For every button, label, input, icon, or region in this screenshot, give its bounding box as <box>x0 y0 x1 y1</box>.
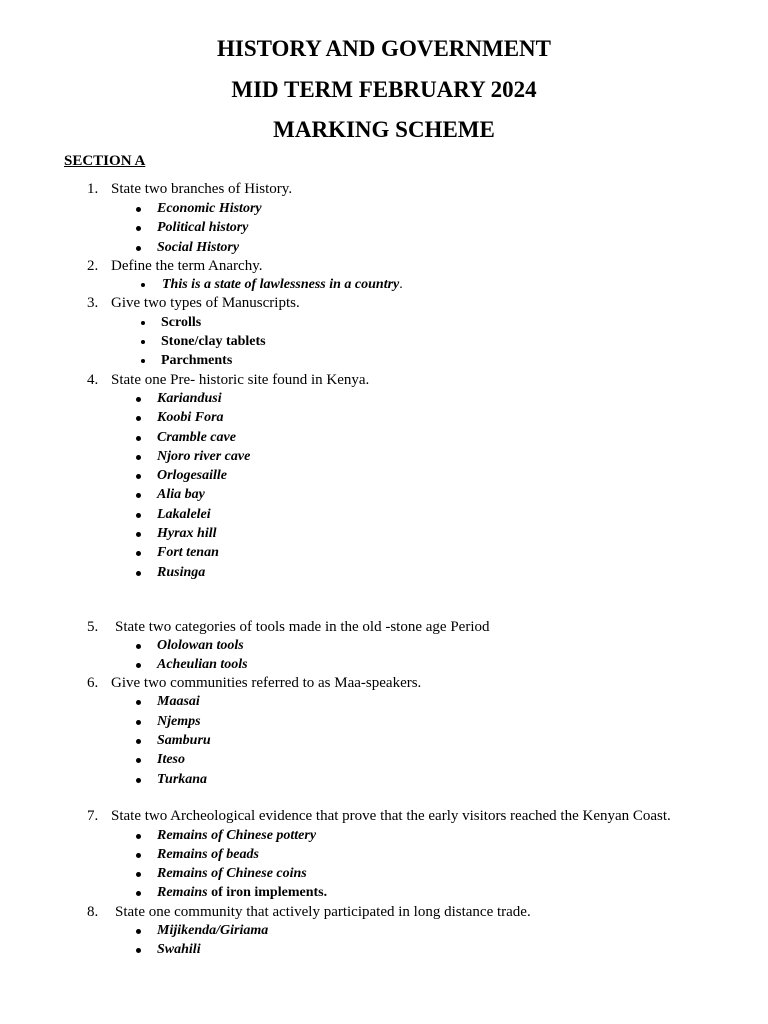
bullet-icon <box>136 948 141 953</box>
bullet-icon <box>136 929 141 934</box>
bullet-icon <box>136 416 141 421</box>
answer-item: Maasai <box>157 694 200 709</box>
bullet-icon <box>136 891 141 896</box>
question-number: 8. <box>87 904 99 920</box>
bullet-icon <box>136 474 141 479</box>
answer-item: Social History <box>157 240 240 255</box>
answer-item: Remains of Chinese pottery <box>157 828 317 843</box>
answer-item: Fort tenan <box>157 545 219 560</box>
bullet-icon <box>136 853 141 858</box>
answer-item: Acheulian tools <box>157 657 248 672</box>
bullet-icon <box>136 513 141 518</box>
bullet-icon <box>136 532 141 537</box>
bullet-icon <box>141 359 145 363</box>
bullet-icon <box>136 644 141 649</box>
bullet-icon <box>136 493 141 498</box>
bullet-icon <box>136 246 141 251</box>
answer-item: Kariandusi <box>157 391 222 406</box>
question-number: 6. <box>87 675 99 691</box>
bullet-icon <box>136 226 141 231</box>
question-text: Give two communities referred to as Maa-speakers. <box>111 675 422 691</box>
answer-item: Cramble cave <box>157 430 236 445</box>
answer-item: Njoro river cave <box>157 449 251 464</box>
question-text: State one Pre- historic site found in Kenya. <box>111 372 370 388</box>
bullet-icon <box>136 571 141 576</box>
bullet-icon <box>136 720 141 725</box>
question-number: 3. <box>87 295 99 311</box>
bullet-icon <box>136 872 141 877</box>
answer-item: Scrolls <box>161 315 202 330</box>
answer-item: Remains of Chinese coins <box>157 866 307 881</box>
document-title: HISTORY AND GOVERNMENT <box>216 36 552 61</box>
answer-item: Alia bay <box>157 487 205 502</box>
answer-item: Parchments <box>161 353 233 368</box>
answer-tail: of iron implements. <box>211 885 328 900</box>
question-text: Define the term Anarchy. <box>111 258 263 274</box>
bullet-icon <box>136 551 141 556</box>
answer-item: Njemps <box>157 714 201 729</box>
question-text: State two Archeological evidence that prove that the early visitors reached the Kenyan Coast. <box>111 808 671 824</box>
bullet-icon <box>136 834 141 839</box>
answer-item: Swahili <box>157 942 201 957</box>
exam-subtitle: MID TERM FEBRUARY 2024 <box>231 77 537 102</box>
bullet-icon <box>141 321 145 325</box>
bullet-icon <box>136 758 141 763</box>
answer-item: Remains of beads <box>157 847 259 862</box>
question-number: 1. <box>87 181 99 197</box>
answer-item: Samburu <box>157 733 211 748</box>
question-text: State one community that actively participated in long distance trade. <box>115 904 531 920</box>
bullet-icon <box>136 663 141 668</box>
answer-item: Rusinga <box>157 565 206 580</box>
bullet-icon <box>136 436 141 441</box>
bullet-icon <box>141 340 145 344</box>
section-heading: SECTION A <box>64 153 146 169</box>
answer-item: Iteso <box>157 752 185 767</box>
answer-item: Lakalelei <box>157 507 211 522</box>
answer-item: Mijikenda/Giriama <box>157 923 269 938</box>
question-text: State two categories of tools made in the old -stone age Period <box>115 619 490 635</box>
bullet-icon <box>136 700 141 705</box>
answer-item: Orlogesaille <box>157 468 227 483</box>
answer-item <box>157 885 327 901</box>
answer-item: Economic History <box>157 201 262 216</box>
answer-item: Turkana <box>157 772 208 787</box>
question-number: 4. <box>87 372 99 388</box>
bullet-icon <box>136 739 141 744</box>
answer-italic-part: Remains <box>157 885 208 900</box>
question-text: Give two types of Manuscripts. <box>111 295 300 311</box>
answer-item: Stone/clay tablets <box>161 334 266 349</box>
answer-item: Ololowan tools <box>157 638 244 653</box>
answer-period: . <box>399 277 403 292</box>
answer-item: Hyrax hill <box>157 526 217 541</box>
answer-item <box>162 277 403 293</box>
question-number: 2. <box>87 258 99 274</box>
bullet-icon <box>136 397 141 402</box>
question-number: 7. <box>87 808 99 824</box>
answer-item: Political history <box>157 220 249 235</box>
question-text: State two branches of History. <box>111 181 293 197</box>
marking-scheme-title: MARKING SCHEME <box>273 117 495 142</box>
bullet-icon <box>136 207 141 212</box>
question-number: 5. <box>87 619 99 635</box>
bullet-icon <box>141 283 145 287</box>
answer-item: Koobi Fora <box>157 410 224 425</box>
bullet-icon <box>136 455 141 460</box>
answer-definition: This is a state of lawlessness in a country <box>162 277 400 292</box>
bullet-icon <box>136 778 141 783</box>
